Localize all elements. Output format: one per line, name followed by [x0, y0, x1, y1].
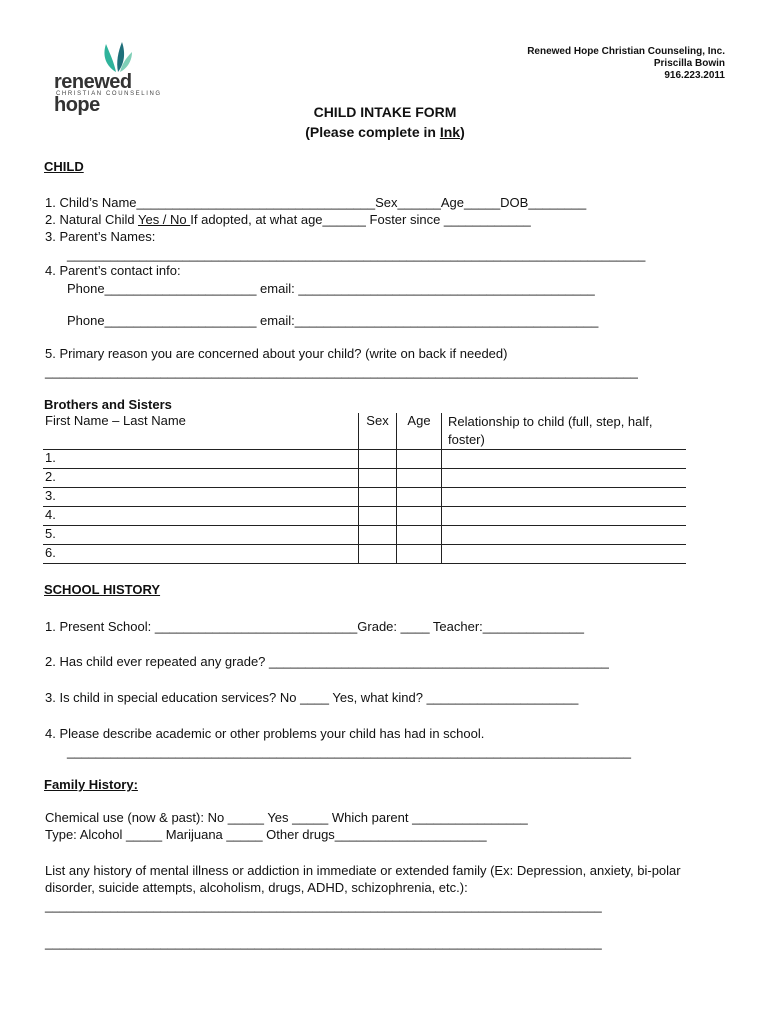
age-cell[interactable]	[397, 450, 442, 469]
relationship-cell[interactable]	[442, 526, 687, 545]
col-age-header: Age	[397, 413, 442, 450]
age-cell[interactable]	[397, 526, 442, 545]
siblings-heading: Brothers and Sisters	[44, 397, 172, 412]
child-heading: CHILD	[44, 159, 84, 174]
row-number: 1.	[43, 450, 359, 469]
family-heading: Family History:	[44, 777, 138, 792]
age-cell[interactable]	[397, 545, 442, 564]
siblings-table	[43, 413, 686, 564]
academic-problems-label: 4. Please describe academic or other problems your child has had in school.	[45, 726, 485, 741]
parent-contact-label: 4. Parent’s contact info:	[45, 263, 181, 278]
org-name: Renewed Hope Christian Counseling, Inc.	[527, 46, 725, 57]
row-number: 4.	[43, 507, 359, 526]
table-row[interactable]	[43, 545, 686, 564]
form-title-line1: CHILD INTAKE FORM	[313, 104, 457, 120]
table-row[interactable]	[43, 526, 686, 545]
relationship-cell[interactable]	[442, 450, 687, 469]
special-education-line[interactable]: 3. Is child in special education services? No ____ Yes, what kind? _____________________	[45, 690, 579, 705]
chemical-use-line[interactable]: Chemical use (now & past): No _____ Yes _____ Which parent ________________	[45, 810, 528, 825]
organization-header	[527, 46, 725, 82]
academic-problems-line[interactable]: ______________________________________________________________________________	[67, 744, 631, 759]
relationship-cell[interactable]	[442, 545, 687, 564]
relationship-cell[interactable]	[442, 469, 687, 488]
repeated-grade-line[interactable]: 2. Has child ever repeated any grade? _______________________________________________	[45, 654, 609, 669]
school-heading: SCHOOL HISTORY	[44, 582, 161, 597]
primary-reason-label: 5. Primary reason you are concerned about your child? (write on back if needed)	[45, 346, 508, 361]
mental-illness-label-1: List any history of mental illness or addiction in immediate or extended family (Ex: Depression, anxiety, bi-polar	[45, 863, 681, 878]
parents-names-line[interactable]: ________________________________________________________________________________	[67, 247, 646, 262]
leaf-logo-icon	[96, 40, 136, 74]
sex-cell[interactable]	[359, 507, 397, 526]
contact-phone: 916.223.2011	[664, 70, 725, 81]
row-number: 2.	[43, 469, 359, 488]
sex-cell[interactable]	[359, 545, 397, 564]
parent-contact-1[interactable]: Phone_____________________ email: _________________________________________	[67, 281, 595, 296]
table-row[interactable]	[43, 507, 686, 526]
sex-cell[interactable]	[359, 450, 397, 469]
age-cell[interactable]	[397, 488, 442, 507]
row-number: 3.	[43, 488, 359, 507]
title-instruction: (Please complete in	[305, 124, 440, 140]
contact-person: Priscilla Bowin	[653, 58, 725, 69]
row-number: 5.	[43, 526, 359, 545]
adopted-foster-label: If adopted, at what age______ Foster since ____________	[190, 212, 531, 227]
form-title-line2	[0, 122, 770, 142]
table-row[interactable]	[43, 469, 686, 488]
relationship-header-line2: foster)	[448, 432, 485, 447]
sex-cell[interactable]	[359, 469, 397, 488]
mental-illness-line-1[interactable]: _____________________________________________________________________________	[45, 898, 602, 913]
mental-illness-line-2[interactable]: _____________________________________________________________________________	[45, 935, 602, 950]
title-close: )	[460, 124, 465, 140]
col-name-header: First Name – Last Name	[43, 413, 359, 450]
present-school-line[interactable]: 1. Present School: ____________________________Grade: ____ Teacher:______________	[45, 619, 585, 634]
natural-child-line[interactable]	[45, 212, 531, 228]
child-name-line[interactable]: 1. Child’s Name_________________________________Sex______Age_____DOB________	[45, 195, 587, 210]
sex-cell[interactable]	[359, 526, 397, 545]
primary-reason-line[interactable]: __________________________________________________________________________________	[45, 364, 638, 379]
table-row[interactable]	[43, 450, 686, 469]
col-sex-header: Sex	[359, 413, 397, 450]
row-number: 6.	[43, 545, 359, 564]
logo-wordmark: renewed hope	[54, 71, 132, 116]
relationship-header-line1: Relationship to child (full, step, half,	[448, 414, 653, 429]
col-relationship-header	[442, 413, 687, 450]
drug-type-line[interactable]: Type: Alcohol _____ Marijuana _____ Other drugs_____________________	[45, 827, 487, 842]
company-logo	[52, 40, 177, 116]
sex-cell[interactable]	[359, 488, 397, 507]
age-cell[interactable]	[397, 469, 442, 488]
relationship-cell[interactable]	[442, 488, 687, 507]
parent-contact-2[interactable]: Phone_____________________ email:__________________________________________	[67, 313, 599, 328]
age-cell[interactable]	[397, 507, 442, 526]
logo-subtitle: CHRISTIAN COUNSELING	[56, 91, 162, 97]
title-ink: Ink	[439, 124, 461, 140]
mental-illness-label-2: disorder, suicide attempts, alcoholism, drugs, ADHD, schizophrenia, etc.):	[45, 880, 468, 895]
form-title	[0, 102, 770, 142]
yes-no-options[interactable]: Yes / No	[137, 212, 191, 227]
table-header-row	[43, 413, 686, 450]
parents-names-label: 3. Parent’s Names:	[45, 229, 156, 244]
natural-child-label: 2. Natural Child	[45, 212, 138, 227]
relationship-cell[interactable]	[442, 507, 687, 526]
table-row[interactable]	[43, 488, 686, 507]
